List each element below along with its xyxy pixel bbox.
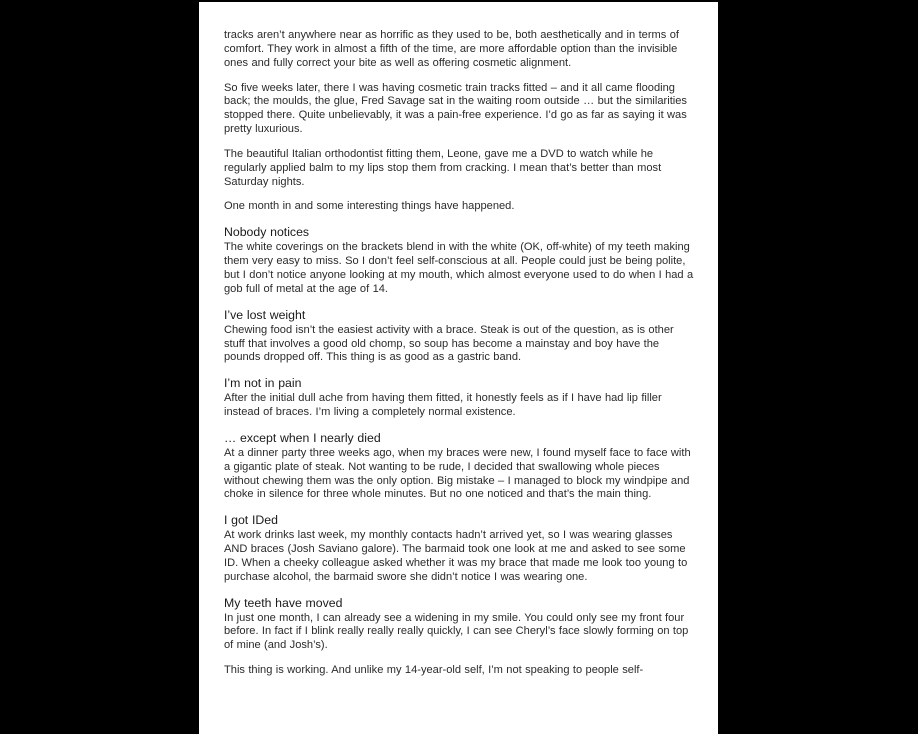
closing-paragraph: This thing is working. And unlike my 14-year-old self, I’m not speaking to people self- [224,664,644,677]
section-heading: I’ve lost weight [224,307,306,322]
intro-paragraph-3: The beautiful Italian orthodontist fitting them, Leone, gave me a DVD to watch while he regularly applied balm to my lips stop them from cracking. I mean that’s better than most Saturday nights. [224,147,662,188]
section-got-ided [224,513,694,584]
section-heading: My teeth have moved [224,595,343,610]
section-heading: I got IDed [224,513,278,528]
intro-paragraph-4: One month in and some interesting things have happened. [224,200,515,213]
section-nobody-notices [224,225,694,296]
intro-paragraph-2: So five weeks later, there I was having cosmetic train tracks fitted – and it all came flooding back; the moulds, the glue, Fred Savage sat in the waiting room outside … but the similarities stopped there. Quite unbelievably, it was a pain-free experience. I’d go as far as saying it was pretty luxurious. [224,81,687,136]
section-heading: … except when I nearly died [224,430,381,445]
section-nearly-died [224,431,694,502]
page-content [224,29,694,689]
document-page[interactable] [199,2,718,734]
section-body: In just one month, I can already see a widening in my smile. You could only see my front four before. In fact if I blink really really really quickly, I can see Cheryl’s face slowly forming on top of mine (and Josh’s). [224,611,689,652]
section-body: At work drinks last week, my monthly contacts hadn’t arrived yet, so I was wearing glasses AND braces (Josh Saviano galore). The barmaid took one look at me and asked to see some ID. When a cheeky colleague asked whether it was my brace that made me look too young to purchase alcohol, the barmaid swore she didn’t notice I was wearing one. [224,529,688,583]
section-body: The white coverings on the brackets blend in with the white (OK, off-white) of my teeth making them very easy to miss. So I don’t feel self-conscious at all. People could just be being polite, but I don’t notice anyone looking at my mouth, which almost everyone used to do when I had a gob full of metal at the age of 14. [224,241,694,295]
section-heading: I’m not in pain [224,376,302,391]
section-body: Chewing food isn’t the easiest activity with a brace. Steak is out of the question, as is other stuff that involves a good old chomp, so soup has become a mainstay and boy have the pounds dropped off. This thing is as good as a gastric band. [224,323,674,364]
section-body: At a dinner party three weeks ago, when my braces were new, I found myself face to face with a gigantic plate of steak. Not wanting to be rude, I decided that swallowing whole pieces without chewing them was the only option. Big mistake – I managed to block my windpipe and choke in silence for three whole minutes. But no one noticed and that’s the main thing. [224,446,691,501]
section-teeth-moved [224,596,694,654]
intro-paragraph-1: tracks aren’t anywhere near as horrific as they used to be, both aesthetically and in terms of comfort. They work in almost a fifth of the time, are more affordable option than the invisible ones and fully correct your bite as well as offering cosmetic alignment. [224,29,679,69]
section-lost-weight [224,308,694,366]
section-body: After the initial dull ache from having them fitted, it honestly feels as if I have had lip filler instead of braces. I’m living a completely normal existence. [224,392,662,419]
section-heading: Nobody notices [224,225,310,240]
section-not-in-pain [224,376,694,420]
